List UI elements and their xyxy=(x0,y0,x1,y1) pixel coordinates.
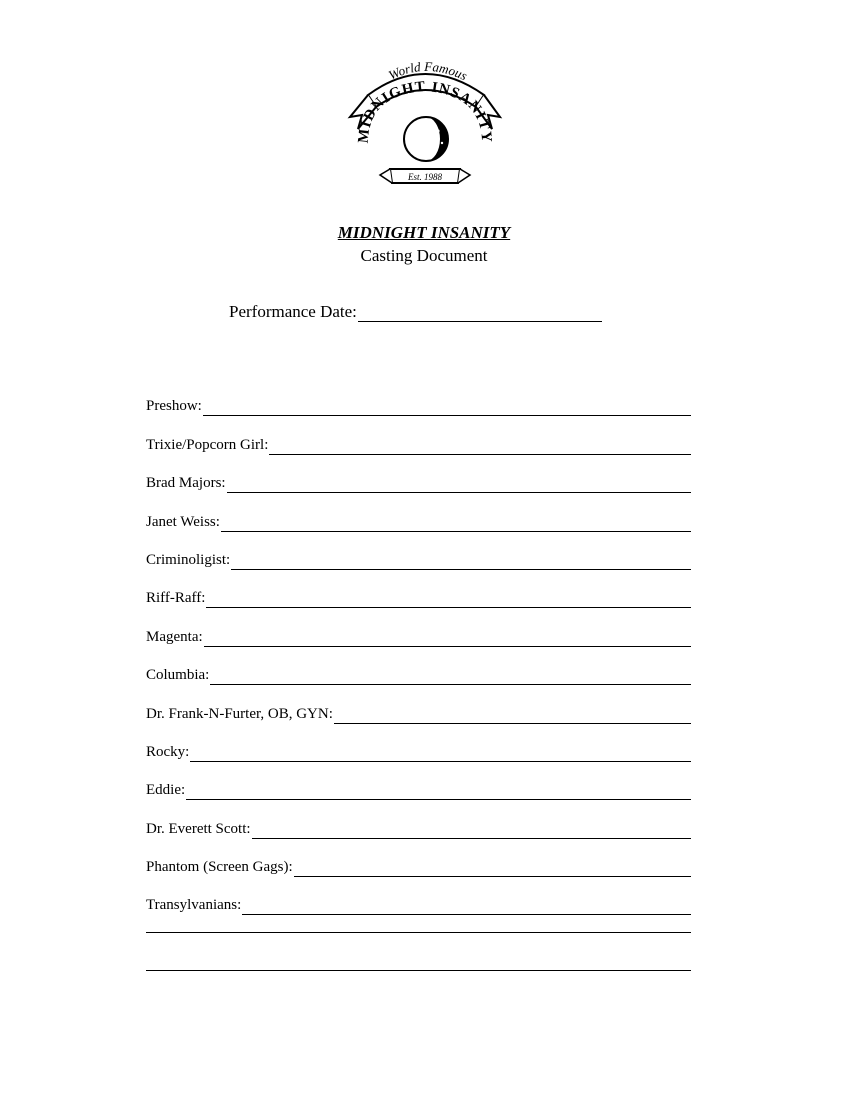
field-label: Phantom (Screen Gags): xyxy=(146,859,293,876)
field-label: Criminoligist: xyxy=(146,551,231,568)
field-label: Transylvanians: xyxy=(146,897,242,914)
field-row-criminologist xyxy=(146,532,691,570)
performance-date-field[interactable] xyxy=(358,302,602,322)
field-label: Trixie/Popcorn Girl: xyxy=(146,436,269,453)
field-label: Columbia: xyxy=(146,667,210,684)
document-title: MIDNIGHT INSANITY xyxy=(337,223,511,242)
field-row-transylvanians xyxy=(146,877,691,915)
document-subtitle: Casting Document xyxy=(360,246,488,265)
field-row-janet xyxy=(146,493,691,531)
performance-date-label: Performance Date: xyxy=(229,302,357,321)
field-blank[interactable] xyxy=(190,745,691,762)
midnight-insanity-logo xyxy=(346,55,504,190)
field-blank[interactable] xyxy=(206,591,691,608)
field-row-phantom xyxy=(146,839,691,877)
field-row-riff-raff xyxy=(146,570,691,608)
field-blank[interactable] xyxy=(231,553,691,570)
field-row-trixie xyxy=(146,416,691,454)
field-row-everett xyxy=(146,800,691,838)
extra-blank-line-1[interactable] xyxy=(146,932,691,933)
field-label: Rocky: xyxy=(146,743,190,760)
document-header xyxy=(0,222,848,267)
svg-text:Est. 1988: Est. 1988 xyxy=(407,172,443,182)
field-row-rocky xyxy=(146,724,691,762)
field-row-columbia xyxy=(146,647,691,685)
extra-blank-line-2[interactable] xyxy=(146,970,691,971)
field-blank[interactable] xyxy=(210,668,691,685)
field-label: Magenta: xyxy=(146,628,203,645)
field-label: Preshow: xyxy=(146,398,202,415)
performance-date-row xyxy=(229,302,602,322)
field-row-brad xyxy=(146,455,691,493)
field-blank[interactable] xyxy=(269,438,691,455)
field-row-preshow xyxy=(146,378,691,416)
svg-text:MIDNIGHT INSANITY: MIDNIGHT INSANITY xyxy=(355,78,495,144)
field-blank[interactable] xyxy=(203,399,691,416)
field-label: Dr. Everett Scott: xyxy=(146,820,251,837)
field-blank[interactable] xyxy=(227,476,691,493)
field-blank[interactable] xyxy=(221,515,691,532)
field-row-eddie xyxy=(146,762,691,800)
field-blank[interactable] xyxy=(186,783,691,800)
field-label: Riff-Raff: xyxy=(146,590,206,607)
field-blank[interactable] xyxy=(252,822,691,839)
field-blank[interactable] xyxy=(204,630,691,647)
field-label: Brad Majors: xyxy=(146,475,226,492)
field-blank[interactable] xyxy=(334,707,691,724)
field-blank[interactable] xyxy=(294,860,691,877)
field-blank[interactable] xyxy=(242,898,691,915)
svg-text:World Famous: World Famous xyxy=(386,58,470,84)
field-label: Dr. Frank-N-Furter, OB, GYN: xyxy=(146,705,333,722)
field-label: Janet Weiss: xyxy=(146,513,220,530)
field-row-magenta xyxy=(146,608,691,646)
field-row-frank xyxy=(146,685,691,723)
field-label: Eddie: xyxy=(146,782,186,799)
casting-fields xyxy=(146,378,691,915)
